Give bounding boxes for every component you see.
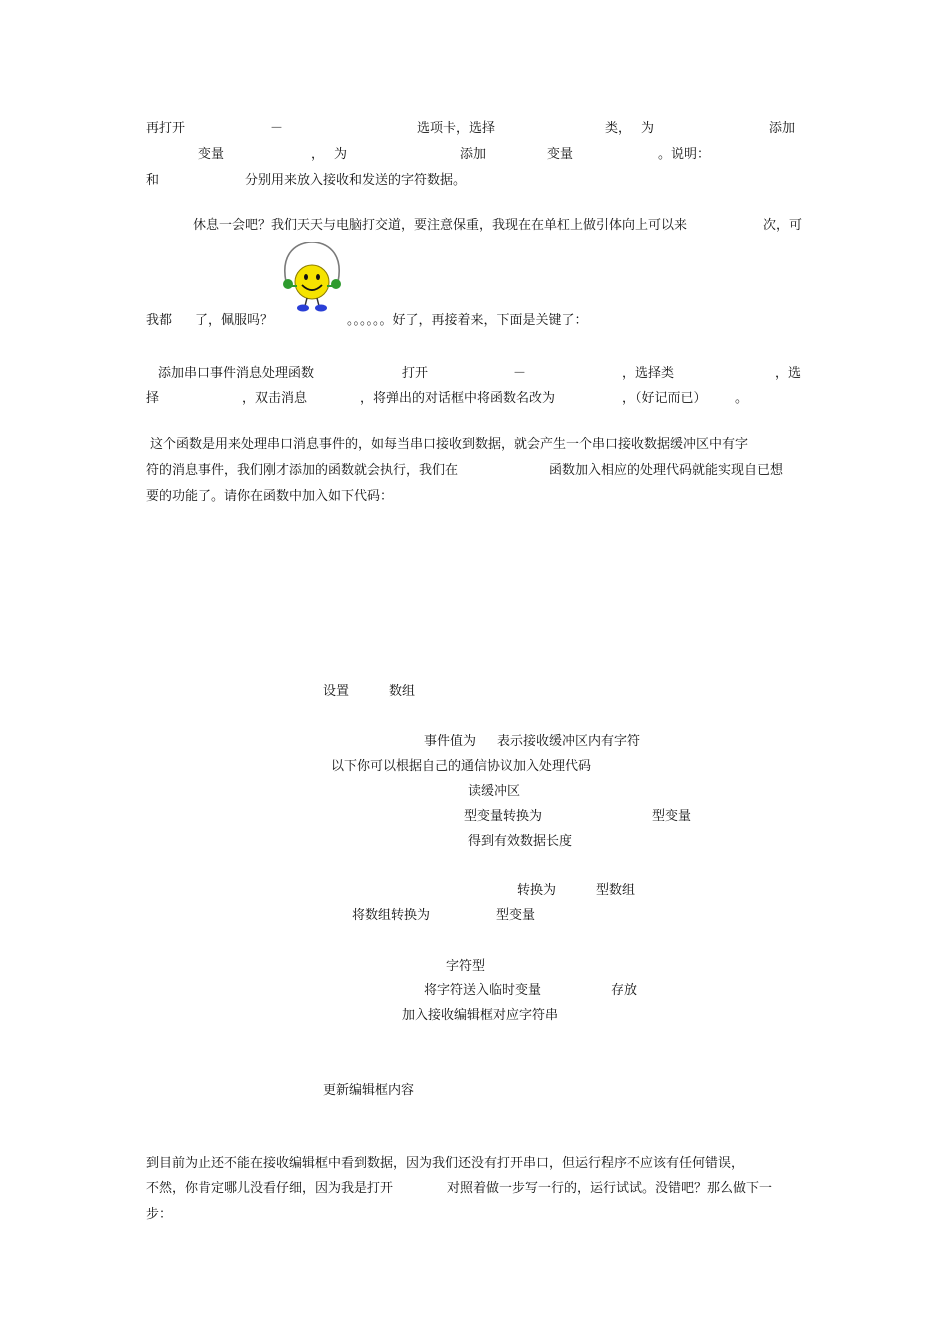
para3-line1-b: 打开 — [402, 366, 429, 381]
para1-line2-f: 。说明： — [658, 147, 711, 162]
code-comment-4: 读缓冲区 — [468, 784, 521, 799]
code-comment-5b: 型变量 — [652, 809, 692, 824]
para4-line1: 这个函数是用来处理串口消息事件的，如每当串口接收到数据，就会产生一个串口接收数据缓冲区中有字 — [150, 437, 749, 452]
code-comment-9: 字符型 — [446, 959, 486, 974]
para2-line1-b: 次，可 — [763, 218, 803, 233]
code-comment-3: 以下你可以根据自己的通信协议加入处理代码 — [331, 759, 592, 774]
para5-line2-a: 不然，你肯定哪儿没看仔细，因为我是打开 — [146, 1181, 394, 1196]
para2-line2-a: 我都 — [146, 313, 173, 328]
para3-line1-c: － — [513, 366, 527, 381]
code-comment-1b: 数组 — [389, 684, 416, 699]
para1-line1-b: － — [270, 121, 284, 136]
para1-line2-c: 为 — [334, 147, 348, 162]
para4-line2-a: 符的消息事件，我们刚才添加的函数就会执行，我们在 — [146, 463, 459, 478]
code-comment-8a: 将数组转换为 — [352, 908, 431, 923]
para3-line1-d: ，选择类 — [622, 366, 675, 381]
para3-line2-d: ，（好记而已） — [622, 391, 707, 406]
para1-line2-d: 添加 — [460, 147, 487, 162]
para3-line2-b: ，双击消息 — [242, 391, 308, 406]
code-comment-12: 更新编辑框内容 — [323, 1083, 415, 1098]
code-comment-2a: 事件值为 — [424, 734, 477, 749]
para1-line1-a: 再打开 — [146, 121, 186, 136]
para5-line3: 步： — [146, 1207, 173, 1222]
code-comment-5a: 型变量转换为 — [464, 809, 543, 824]
code-comment-7b: 型数组 — [596, 883, 636, 898]
jump-rope-smiley-icon — [280, 242, 344, 314]
code-comment-7a: 转换为 — [517, 883, 557, 898]
para3-line2-c: ，将弹出的对话框中将函数名改为 — [360, 391, 556, 406]
code-comment-6: 得到有效数据长度 — [468, 834, 573, 849]
para5-line2-b: 对照着做一步写一行的，运行试试。没错吧？那么做下一 — [447, 1181, 773, 1196]
code-comment-2b: 表示接收缓冲区内有字符 — [497, 734, 641, 749]
para2-line2-c: 。。。。。。好了，再接着来，下面是关键了： — [347, 313, 588, 328]
para1-line2-b: ， — [311, 147, 325, 162]
para1-line3-b: 分别用来放入接收和发送的字符数据。 — [245, 173, 467, 188]
para4-line3: 要的功能了。请你在函数中加入如下代码： — [146, 489, 394, 504]
para3-line1-a: 添加串口事件消息处理函数 — [158, 366, 315, 381]
para1-line3-a: 和 — [146, 173, 160, 188]
code-comment-10b: 存放 — [611, 983, 638, 998]
code-comment-1a: 设置 — [323, 684, 350, 699]
para2-line2-b: 了，佩服吗？ — [195, 313, 274, 328]
para1-line1-e: 为 — [641, 121, 655, 136]
code-comment-8b: 型变量 — [496, 908, 536, 923]
para5-line1: 到目前为止还不能在接收编辑框中看到数据，因为我们还没有打开串口，但运行程序不应该有任何错误， — [146, 1156, 745, 1171]
para4-line2-b: 函数加入相应的处理代码就能实现自已想 — [549, 463, 784, 478]
para1-line1-f: 添加 — [769, 121, 796, 136]
para1-line1-c: 选项卡，选择 — [417, 121, 496, 136]
para3-line2-a: 择 — [146, 391, 160, 406]
code-comment-11: 加入接收编辑框对应字符串 — [402, 1008, 559, 1023]
para1-line2-e: 变量 — [547, 147, 574, 162]
para2-line1-a: 休息一会吧？我们天天与电脑打交道，要注意保重，我现在在单杠上做引体向上可以来 — [193, 218, 688, 233]
para1-line2-a: 变量 — [198, 147, 225, 162]
para3-line1-e: ，选 — [775, 366, 802, 381]
code-comment-10a: 将字符送入临时变量 — [424, 983, 542, 998]
para3-line2-e: 。 — [735, 391, 749, 406]
para1-line1-d: 类， — [605, 121, 632, 136]
